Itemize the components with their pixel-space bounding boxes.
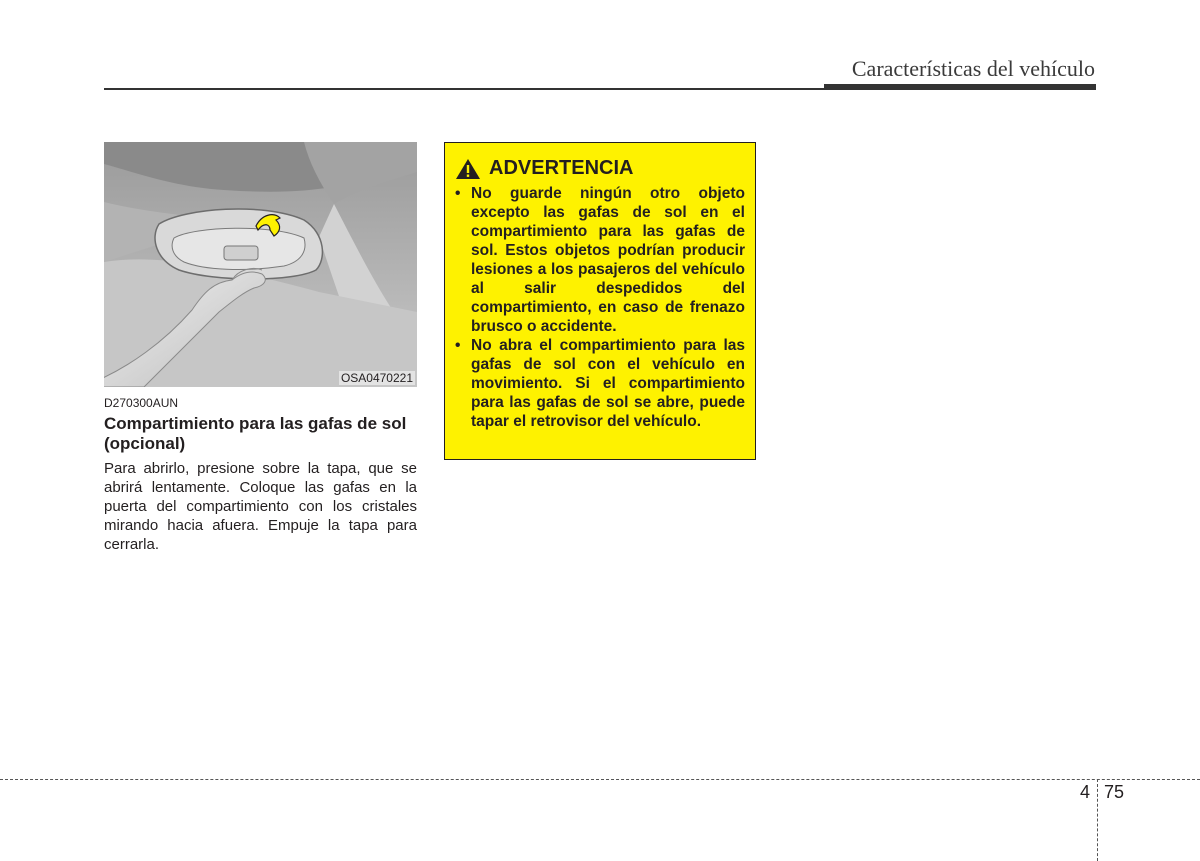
page-header-title: Características del vehículo xyxy=(851,56,1095,81)
header-rule xyxy=(104,88,824,90)
warning-item xyxy=(455,336,745,431)
warning-item-text: No abra el compartimiento para las gafas de sol con el vehículo en movimiento. Si el compartimiento para las gafas de sol se abre, puede tapar el retrovisor del vehículo. xyxy=(471,337,745,430)
warning-box xyxy=(444,142,756,460)
warning-header xyxy=(455,157,745,180)
bullet: • xyxy=(455,185,461,202)
section-body: Para abrirlo, presione sobre la tapa, que se abrirá lentamente. Coloque las gafas en la puerta del compartimiento con los cristales mirando hacia afuera. Empuje la tapa para cerrarla. xyxy=(104,460,417,553)
warning-item-text: No guarde ningún otro objeto excepto las gafas de sol en el compartimiento para las gafas de sol. Estos objetos podrían producir lesiones a los pasajeros del vehículo al salir despedidos del compartimiento, en caso de frenazo brusco o accidente. xyxy=(471,185,745,335)
footer-vertical-rule xyxy=(1097,779,1098,861)
bullet: • xyxy=(455,337,461,354)
section-title: Compartimiento para las gafas de sol (opcional) xyxy=(104,414,407,453)
warning-list xyxy=(455,184,745,431)
figure-code: OSA0470221 xyxy=(340,371,413,385)
footer-dashed-rule xyxy=(0,779,1200,780)
chapter-number: 4 xyxy=(1080,782,1091,802)
warning-item xyxy=(455,184,745,336)
page-number: 75 xyxy=(1104,782,1125,802)
sunglass-holder-illustration xyxy=(104,142,417,387)
warning-triangle-icon xyxy=(455,158,481,180)
illustration-drawing xyxy=(104,142,417,387)
header-rule-accent xyxy=(824,84,1096,90)
warning-title: ADVERTENCIA xyxy=(489,157,634,179)
section-code: D270300AUN xyxy=(104,396,179,410)
